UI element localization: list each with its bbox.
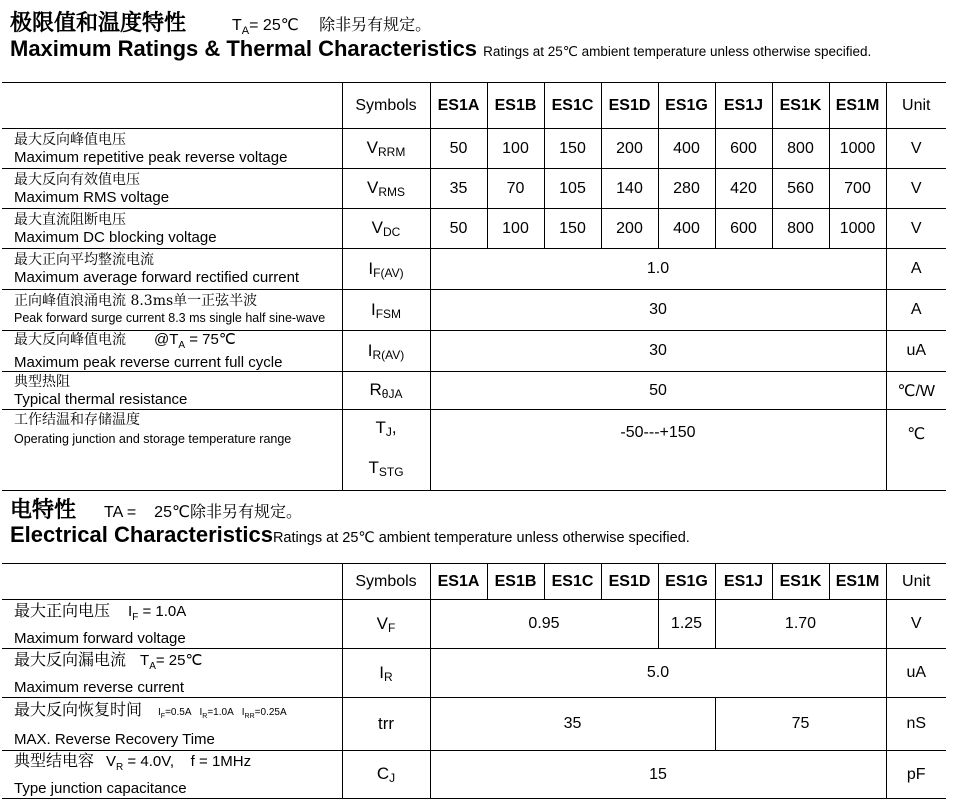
value-cell: -50---+150 xyxy=(430,410,886,491)
value-cell: 1.25 xyxy=(658,600,715,649)
param-cell: 典型热阻 Typical thermal resistance xyxy=(2,372,342,410)
param-cell: 最大反向峰值电压 Maximum repetitive peak reverse voltage xyxy=(2,129,342,169)
param-cell: 最大反向有效值电压 Maximum RMS voltage xyxy=(2,169,342,209)
unit-cell: V xyxy=(886,209,946,249)
value-cell: 200 xyxy=(601,129,658,169)
value-cell: 560 xyxy=(772,169,829,209)
header-code: ES1J xyxy=(715,83,772,129)
unit-cell: V xyxy=(886,129,946,169)
symbol-cell: $I_{F(AV)}$ xyxy=(342,249,430,290)
header-code: ES1B xyxy=(487,83,544,129)
header-symbols: Symbols xyxy=(342,83,430,129)
value-cell: 50 xyxy=(430,209,487,249)
section1-title-en: Maximum Ratings & Thermal Characteristics Ratings at 25℃ ambient temperature unless otherwise specified. xyxy=(10,36,872,61)
table-row xyxy=(2,209,946,249)
table-row xyxy=(2,410,946,491)
section2-title-cn: 电特性 xyxy=(10,497,77,523)
unit-cell: V xyxy=(886,600,946,649)
symbol-cell: trr xyxy=(342,698,430,751)
value-cell: 420 xyxy=(715,169,772,209)
unit-cell: uA xyxy=(886,649,946,698)
value-cell: 700 xyxy=(829,169,886,209)
table-header-row xyxy=(2,564,946,600)
header-blank xyxy=(2,83,342,129)
header-code: ES1G xyxy=(658,564,715,600)
table-row xyxy=(2,649,946,698)
header-code: ES1A xyxy=(430,83,487,129)
value-cell: 100 xyxy=(487,129,544,169)
value-cell: 400 xyxy=(658,129,715,169)
value-cell: 150 xyxy=(544,209,601,249)
value-cell: 50 xyxy=(430,129,487,169)
symbol-cell: $I_R$ xyxy=(342,649,430,698)
symbol-cell: $I_{FSM}$ xyxy=(342,290,430,331)
header-code: ES1J xyxy=(715,564,772,600)
header-code: ES1C xyxy=(544,564,601,600)
value-cell: 150 xyxy=(544,129,601,169)
unit-cell: ℃ xyxy=(886,410,946,491)
symbol-cell: $C_J$ xyxy=(342,751,430,799)
value-cell: 35 xyxy=(430,169,487,209)
value-cell: 35 xyxy=(430,698,715,751)
unit-cell: pF xyxy=(886,751,946,799)
value-cell: 30 xyxy=(430,331,886,372)
header-code: ES1C xyxy=(544,83,601,129)
header-code: ES1M xyxy=(829,83,886,129)
header-blank xyxy=(2,564,342,600)
value-cell: 100 xyxy=(487,209,544,249)
value-cell: 70 xyxy=(487,169,544,209)
symbol-cell: $V_{RMS}$ xyxy=(342,169,430,209)
unit-cell: ℃/W xyxy=(886,372,946,410)
table-row xyxy=(2,249,946,290)
value-cell: 600 xyxy=(715,209,772,249)
param-cell: 最大直流阻断电压 Maximum DC blocking voltage xyxy=(2,209,342,249)
value-cell: 0.95 xyxy=(430,600,658,649)
symbol-cell: $I_{R(AV)}$ xyxy=(342,331,430,372)
table-row xyxy=(2,129,946,169)
section1-note: Ratings at 25℃ ambient temperature unless otherwise specified. xyxy=(483,44,872,59)
table-row xyxy=(2,372,946,410)
section1-condition: $T_A=$ 25℃ 除非另有规定。 xyxy=(232,15,432,38)
value-cell: 5.0 xyxy=(430,649,886,698)
header-code: ES1G xyxy=(658,83,715,129)
header-code: ES1A xyxy=(430,564,487,600)
value-cell: 1.70 xyxy=(715,600,886,649)
param-cell: 正向峰值浪涌电流 8.3ms单一正弦半波 Peak forward surge current 8.3 ms single half sine-wave xyxy=(2,290,342,331)
header-code: ES1D xyxy=(601,564,658,600)
param-cell: 最大反向峰值电流 $@T_A$ = 75℃ Maximum peak reverse current full cycle xyxy=(2,331,342,372)
unit-cell: A xyxy=(886,249,946,290)
section1-title-cn: 极限值和温度特性 xyxy=(10,10,187,36)
param-cell: 最大反向恢复时间 $I_F=0.5A$ $I_R=1.0A$ $I_{RR}=0.25A$ MAX. Reverse Recovery Time xyxy=(2,698,342,751)
header-unit: Unit xyxy=(886,564,946,600)
param-cell: 典型结电容 $V_R = 4.0V$, f = 1MHz Type junction capacitance xyxy=(2,751,342,799)
symbol-cell: $R_{\theta JA}$ xyxy=(342,372,430,410)
value-cell: 1000 xyxy=(829,129,886,169)
unit-cell: uA xyxy=(886,331,946,372)
value-cell: 1.0 xyxy=(430,249,886,290)
param-cell: 最大正向平均整流电流 Maximum average forward rectified current xyxy=(2,249,342,290)
unit-cell: nS xyxy=(886,698,946,751)
param-cell: 最大正向电压 $I_F = 1.0A$ Maximum forward voltage xyxy=(2,600,342,649)
electrical-table xyxy=(2,563,946,799)
value-cell: 50 xyxy=(430,372,886,410)
table-row xyxy=(2,600,946,649)
header-symbols: Symbols xyxy=(342,564,430,600)
table-row xyxy=(2,751,946,799)
max-ratings-table xyxy=(2,82,946,491)
section2-title-en: Electrical CharacteristicsRatings at 25℃ ambient temperature unless otherwise specified. xyxy=(10,522,690,547)
section2-note: Ratings at 25℃ ambient temperature unless otherwise specified. xyxy=(272,530,690,546)
param-cell: 工作结温和存储温度 Operating junction and storage temperature range xyxy=(2,410,342,491)
value-cell: 30 xyxy=(430,290,886,331)
section2-condition: TA = 25℃除非另有规定。 xyxy=(104,502,302,521)
table-row xyxy=(2,169,946,209)
value-cell: 140 xyxy=(601,169,658,209)
table-row xyxy=(2,331,946,372)
value-cell: 15 xyxy=(430,751,886,799)
header-unit: Unit xyxy=(886,83,946,129)
value-cell: 800 xyxy=(772,209,829,249)
table-row xyxy=(2,290,946,331)
symbol-cell: $V_F$ xyxy=(342,600,430,649)
value-cell: 400 xyxy=(658,209,715,249)
header-code: ES1D xyxy=(601,83,658,129)
value-cell: 800 xyxy=(772,129,829,169)
symbol-cell: $V_{DC}$ xyxy=(342,209,430,249)
header-code: ES1B xyxy=(487,564,544,600)
symbol-cell: $T_J$, $T_{STG}$ xyxy=(342,410,430,491)
table-row xyxy=(2,698,946,751)
value-cell: 1000 xyxy=(829,209,886,249)
unit-cell: V xyxy=(886,169,946,209)
param-cell: 最大反向漏电流 $T_A=$ 25℃ Maximum reverse current xyxy=(2,649,342,698)
value-cell: 600 xyxy=(715,129,772,169)
header-code: ES1M xyxy=(829,564,886,600)
value-cell: 280 xyxy=(658,169,715,209)
value-cell: 75 xyxy=(715,698,886,751)
symbol-cell: $V_{RRM}$ xyxy=(342,129,430,169)
value-cell: 105 xyxy=(544,169,601,209)
unit-cell: A xyxy=(886,290,946,331)
header-code: ES1K xyxy=(772,83,829,129)
value-cell: 200 xyxy=(601,209,658,249)
header-code: ES1K xyxy=(772,564,829,600)
table-header-row xyxy=(2,83,946,129)
